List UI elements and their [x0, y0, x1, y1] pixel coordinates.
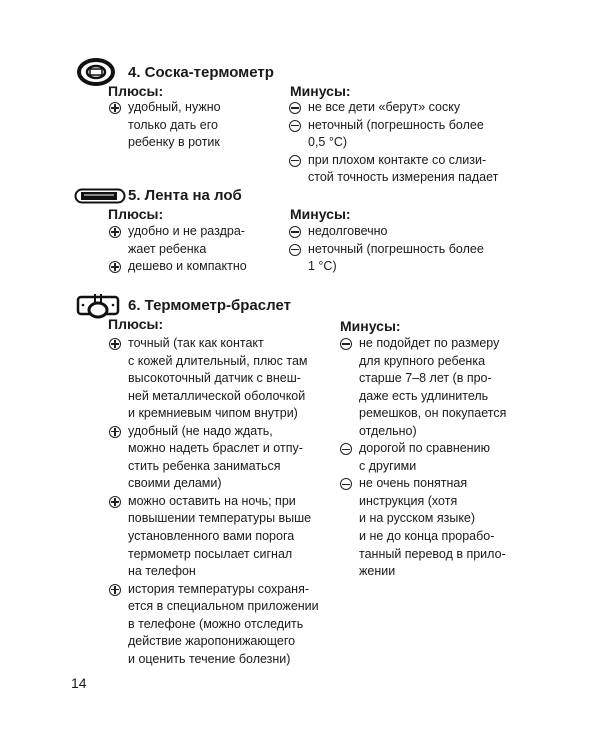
- item-text-line: только дать его: [128, 117, 218, 132]
- item-text-line: удобный (не надо ждать,: [128, 423, 273, 438]
- plus-header: Плюсы:: [108, 316, 164, 332]
- item-text-line: неточный (погрешность более: [308, 117, 484, 132]
- item-text-line: с кожей длительный, плюс там: [128, 353, 308, 368]
- minus-list: [289, 223, 484, 276]
- circled-minus-icon: [289, 120, 301, 132]
- item-text-line: установленного вами порога: [128, 529, 295, 544]
- item-text-line: недолговечно: [308, 224, 388, 238]
- item-text-line: на телефон: [128, 564, 196, 579]
- section-title: 6. Термометр-браслет: [128, 297, 291, 314]
- minus-item: [289, 223, 484, 241]
- circled-minus-icon: [289, 244, 301, 256]
- item-text-line: действие жаропонижающего: [128, 634, 296, 649]
- item-text-line: и на русском языке): [359, 511, 476, 526]
- plus-item: [109, 99, 221, 152]
- plus-item: [109, 581, 319, 669]
- item-text-line: инструкция (хотя: [359, 493, 458, 508]
- item-text-line: повышении температуры выше: [128, 511, 312, 526]
- plus-list: [109, 99, 221, 152]
- plus-list: [109, 223, 247, 276]
- item-text-line: для крупного ребенка: [359, 353, 486, 368]
- minus-header: Минусы:: [290, 206, 351, 222]
- minus-item: [289, 241, 484, 276]
- item-text-line: танный перевод в прило-: [359, 546, 506, 561]
- item-text-line: ребенку в ротик: [128, 135, 220, 150]
- circled-minus-icon: [289, 155, 301, 167]
- circled-plus-icon: [109, 584, 121, 596]
- circled-plus-icon: [109, 338, 121, 350]
- item-text-line: старше 7–8 лет (в про-: [359, 371, 492, 386]
- item-text-line: в телефоне (можно отследить: [128, 616, 304, 631]
- plus-item: [109, 223, 247, 258]
- circled-plus-icon: [109, 261, 121, 273]
- minus-list: [340, 335, 506, 581]
- plus-item: [109, 258, 247, 276]
- circled-minus-icon: [340, 478, 352, 490]
- item-text-line: и оценить течение болезни): [128, 651, 291, 666]
- item-text-line: стить ребенка заниматься: [128, 458, 281, 473]
- circled-plus-icon: [109, 102, 121, 114]
- item-text-line: и кремниевым чипом внутри): [128, 406, 298, 421]
- section-title: 5. Лента на лоб: [128, 187, 242, 204]
- minus-header: Минусы:: [290, 83, 351, 99]
- plus-header: Плюсы:: [108, 206, 164, 222]
- minus-item: [340, 475, 506, 580]
- item-text-line: своими делами): [128, 476, 222, 491]
- item-text-line: и не до конца прорабо-: [359, 529, 495, 544]
- item-text-line: 1 °C): [308, 259, 337, 274]
- circled-plus-icon: [109, 496, 121, 508]
- item-text-line: удобно и не раздра-: [128, 224, 245, 238]
- item-text-line: ется в специальном приложении: [128, 599, 319, 614]
- item-text-line: дешево и компактно: [128, 259, 247, 274]
- item-text-line: 0,5 °C): [308, 135, 348, 150]
- minus-item: [340, 440, 506, 475]
- minus-list: [289, 99, 498, 187]
- item-text-line: даже есть удлинитель: [359, 388, 489, 403]
- plus-list: [109, 335, 319, 668]
- item-text-line: ней металлической оболочкой: [128, 388, 306, 403]
- item-text-line: стой точность измерения падает: [308, 170, 499, 185]
- item-text-line: можно оставить на ночь; при: [128, 493, 296, 508]
- item-text-line: можно надеть браслет и отпу-: [128, 441, 303, 456]
- item-text-line: ремешков, он покупается: [359, 406, 507, 421]
- item-text-line: высокоточный датчик с внеш-: [128, 371, 301, 386]
- item-text-line: не подойдет по размеру: [359, 336, 500, 350]
- item-text-line: история температуры сохраня-: [128, 581, 309, 596]
- circled-plus-icon: [109, 226, 121, 238]
- item-text-line: удобный, нужно: [128, 100, 221, 114]
- item-text-line: точный (так как контакт: [128, 336, 264, 350]
- circled-minus-icon: [340, 338, 352, 350]
- item-text-line: при плохом контакте со слизи-: [308, 152, 487, 167]
- item-text-line: жении: [359, 564, 396, 579]
- minus-header: Минусы:: [340, 318, 401, 334]
- minus-item: [289, 117, 498, 152]
- item-text-line: дорогой по сравнению: [359, 441, 490, 456]
- plus-item: [109, 493, 319, 581]
- plus-header: Плюсы:: [108, 83, 164, 99]
- minus-item: [289, 99, 498, 117]
- item-text-line: с другими: [359, 458, 417, 473]
- circled-plus-icon: [109, 426, 121, 438]
- circled-minus-icon: [289, 226, 301, 238]
- item-text-line: не все дети «берут» соску: [308, 100, 461, 114]
- item-text-line: не очень понятная: [359, 476, 468, 491]
- minus-item: [289, 152, 498, 187]
- item-text-line: неточный (погрешность более: [308, 241, 484, 256]
- section-title: 4. Соска-термометр: [128, 64, 274, 81]
- plus-item: [109, 335, 319, 423]
- circled-minus-icon: [340, 443, 352, 455]
- minus-item: [340, 335, 506, 440]
- plus-item: [109, 423, 319, 493]
- circled-minus-icon: [289, 102, 301, 114]
- item-text-line: отдельно): [359, 423, 417, 438]
- item-text-line: жает ребенка: [128, 241, 207, 256]
- item-text-line: термометр посылает сигнал: [128, 546, 293, 561]
- page-number: 14: [71, 675, 87, 691]
